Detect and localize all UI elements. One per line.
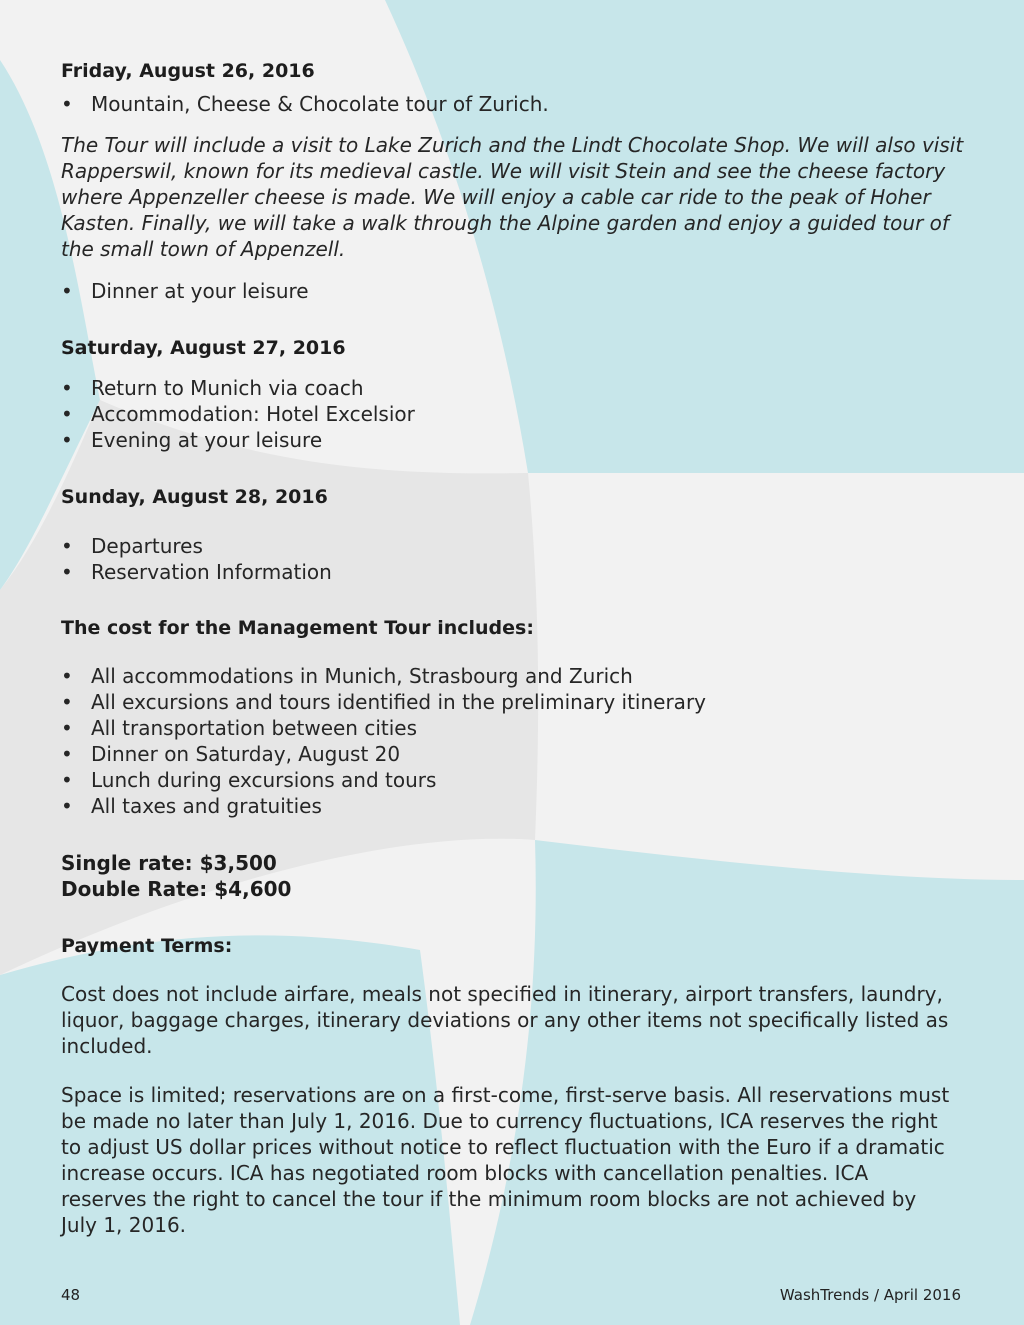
saturday-heading: Saturday, August 27, 2016 [61, 337, 346, 359]
list-item: • Return to Munich via coach [61, 376, 364, 400]
list-item: • All transportation between cities [61, 716, 418, 740]
bullet-icon: • [61, 428, 73, 452]
list-item: • Accommodation: Hotel Excelsior [61, 402, 415, 426]
cost-inclusions-list [61, 663, 706, 819]
bullet-icon: • [61, 376, 73, 400]
bullet-icon: • [61, 279, 73, 303]
payment-terms-heading: Payment Terms: [61, 935, 233, 957]
list-item: • Dinner at your leisure [61, 279, 309, 303]
list-item: • All excursions and tours identified in the preliminary itinerary [61, 690, 706, 714]
single-rate: Single rate: $3,500 [61, 851, 277, 875]
bullet-icon: • [61, 690, 73, 714]
bullet-icon: • [61, 402, 73, 426]
list-item: • Mountain, Cheese & Chocolate tour of Zurich. [61, 92, 549, 116]
publication-footer: WashTrends / April 2016 [779, 1286, 961, 1304]
bullet-icon: • [61, 534, 73, 558]
bullet-icon: • [61, 92, 73, 116]
list-item: • Dinner on Saturday, August 20 [61, 742, 401, 766]
bullet-icon: • [61, 560, 73, 584]
friday-bullet-list-after [61, 278, 309, 304]
page-number: 48 [61, 1286, 81, 1304]
bullet-icon: • [61, 794, 73, 818]
sunday-heading: Sunday, August 28, 2016 [61, 486, 328, 508]
double-rate: Double Rate: $4,600 [61, 877, 292, 901]
friday-bullet-list [61, 91, 549, 117]
payment-terms-paragraph-2: Space is limited; reservations are on a first-come, first-serve basis. All reservations must be made no later than July 1, 2016. Due to currency fluctuations, ICA reserves the right to adjust US dollar prices without notice to reflect fluctuation with the Euro if a dramatic increase occurs. ICA has negotiated room blocks with cancellation penalties. ICA reserves the right to cancel the tour if the minimum room blocks are not achieved by July 1, 2016. [61, 1083, 950, 1237]
bullet-icon: • [61, 742, 73, 766]
list-item: • Lunch during excursions and tours [61, 768, 437, 792]
bullet-icon: • [61, 716, 73, 740]
list-item: • All accommodations in Munich, Strasbourg and Zurich [61, 664, 633, 688]
cost-heading: The cost for the Management Tour includes: [61, 617, 534, 639]
friday-heading: Friday, August 26, 2016 [61, 60, 315, 82]
list-item: • Departures [61, 534, 203, 558]
saturday-bullet-list [61, 375, 415, 453]
list-item: • All taxes and gratuities [61, 794, 322, 818]
bullet-icon: • [61, 768, 73, 792]
payment-terms-paragraph-1: Cost does not include airfare, meals not specified in itinerary, airport transfers, laundry, liquor, baggage charges, itinerary deviations or any other items not specifically listed as included. [61, 982, 949, 1058]
friday-tour-description: The Tour will include a visit to Lake Zurich and the Lindt Chocolate Shop. We will also visit Rapperswil, known for its medieval castle. We will visit Stein and see the cheese factory where Appenzeller cheese is made. We will enjoy a cable car ride to the peak of Hoher Kasten. Finally, we will take a walk through the Alpine garden and enjoy a guided tour of the small town of Appenzell. [61, 133, 964, 261]
list-item: • Evening at your leisure [61, 428, 323, 452]
list-item: • Reservation Information [61, 560, 332, 584]
sunday-bullet-list [61, 533, 332, 585]
bullet-icon: • [61, 664, 73, 688]
